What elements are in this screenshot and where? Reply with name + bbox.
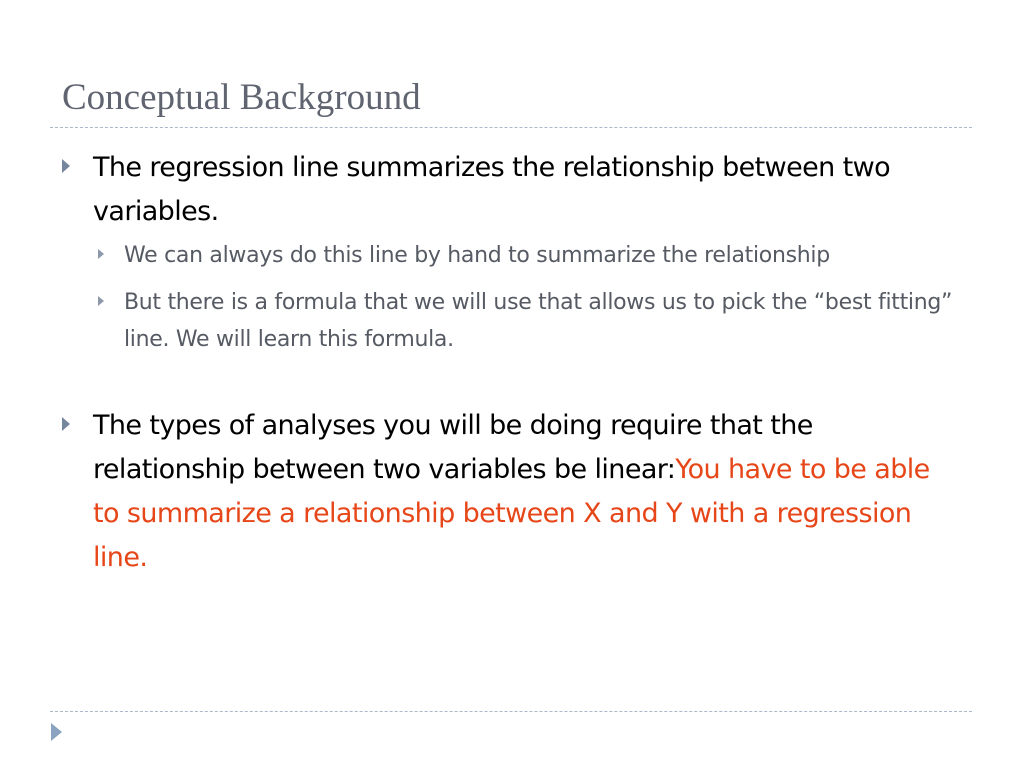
slide-title: Conceptual Background [62, 77, 421, 118]
bullet-triangle-icon [62, 159, 70, 173]
emphasis-text: You have to be able to summarize a relationship between X and Y with a regression line. [93, 454, 930, 573]
footer-triangle-icon [51, 723, 62, 741]
sub-bullet-triangle-icon [98, 249, 104, 259]
bullet-item [60, 404, 960, 580]
sub-bullet-item [60, 284, 960, 358]
sub-bullet-list [60, 237, 960, 358]
bullet-triangle-icon [62, 417, 70, 431]
sub-bullet-text: But there is a formula that we will use that allows us to pick the “best fitting” line. We will learn this formula. [124, 290, 953, 352]
bullet-list [60, 146, 960, 580]
bullet-text: The types of analyses you will be doing require that the relationship between two variables be linear: [93, 410, 813, 485]
bullet-item [60, 146, 960, 234]
title-divider [50, 127, 972, 128]
sub-bullet-triangle-icon [98, 296, 104, 306]
bullet-text: The regression line summarizes the relationship between two variables. [93, 152, 890, 227]
footer-divider [50, 711, 972, 712]
sub-bullet-text: We can always do this line by hand to summarize the relationship [124, 243, 830, 268]
sub-bullet-item [60, 237, 960, 274]
